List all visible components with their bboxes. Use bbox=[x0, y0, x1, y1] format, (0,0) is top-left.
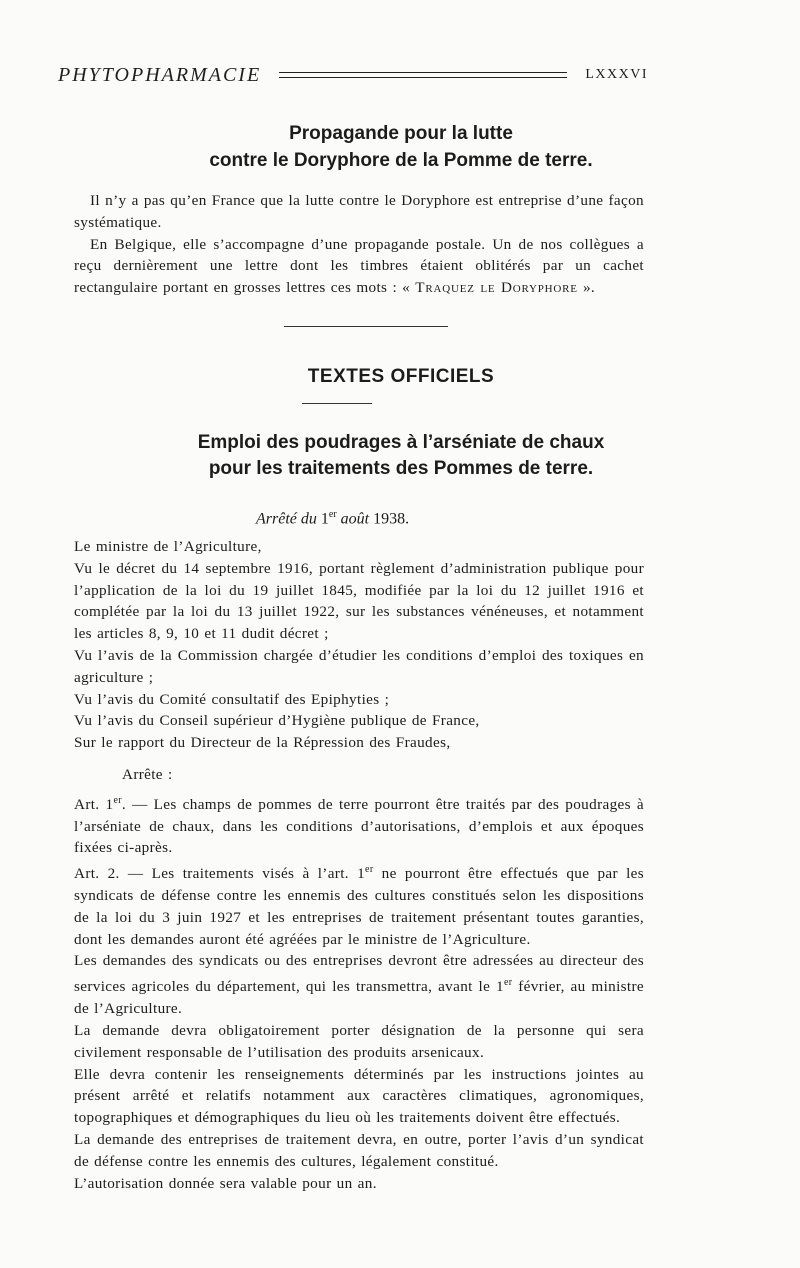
section-divider bbox=[284, 326, 448, 327]
text: ». bbox=[577, 279, 596, 297]
paragraph: Elle devra contenir les renseignements déterminés par les instructions jointes au présent arrêté et relatifs notamment aux caractères climatiques, agronomiques, topographiques et démographiques du lieu où les traitements doivent être effectués. bbox=[74, 1065, 644, 1127]
page-number: LXXXVI bbox=[585, 67, 648, 82]
title-line: pour les traitements des Pommes de terre. bbox=[208, 458, 594, 479]
article-1 bbox=[74, 790, 644, 859]
considerant-1: Vu le décret du 14 septembre 1916, portant règlement d’administration publique pour l’application de la loi du 19 juillet 1845, modifiée par la loi du 12 juillet 1916 et complétée par la loi du 13 juillet 1922, sur les substances vénéneuses, et notamment les articles 8, 9, 10 et 11 dudit décret ; bbox=[74, 559, 644, 643]
text: ne pourront être effectués que par les syndicats de défense contre les ennemis des cultures constitués selon les dispositions de la loi du 3 juin 1927 et les entreprises de traitement présentant toutes garanties, dont les demandes auront été agréées par le ministre de l’Agriculture. bbox=[74, 865, 644, 948]
ordinal-sup: er bbox=[365, 864, 374, 876]
text: En Belgique, elle s’accompagne d’une propagande postale. Un de nos collègues a reçu dernièrement une lettre dont les timbres étaient oblitérés par un cachet rectangulaire portant en grosses lettres ces mots : « bbox=[74, 235, 644, 297]
sur-le-rapport: Sur le rapport du Directeur de la Répression des Fraudes, bbox=[74, 734, 451, 752]
text: février, au ministre de l’Agriculture. bbox=[74, 978, 644, 1018]
small-caps-text: Traquez le Doryphore bbox=[415, 279, 578, 297]
section-title-propagande bbox=[58, 120, 744, 174]
decree-date bbox=[256, 509, 409, 528]
running-header bbox=[58, 62, 648, 88]
date-year: 1938. bbox=[373, 510, 410, 528]
considerant-3: Vu l’avis du Comité consultatif des Epiphyties ; bbox=[74, 690, 390, 708]
journal-title: PHYTOPHARMACIE bbox=[58, 63, 262, 86]
ordinal-sup: er bbox=[113, 794, 122, 806]
section-title-textes-officiels: TEXTES OFFICIELS bbox=[307, 366, 495, 387]
text: Art. 1 bbox=[74, 795, 114, 813]
date-day: 1 bbox=[320, 510, 329, 528]
paragraph: Il n’y a pas qu’en France que la lutte contre le Doryphore est entreprise d’une façon systématique. bbox=[74, 192, 644, 231]
text: Les demandes des syndicats ou des entreprises devront être adressées au directeur des services agricoles du département, qui les transmettra, avant le 1 bbox=[74, 952, 644, 996]
date-prefix: Arrêté du bbox=[256, 510, 317, 528]
minister-line: Le ministre de l’Agriculture, bbox=[74, 538, 262, 555]
propagande-body bbox=[74, 190, 644, 299]
title-line: Emploi des poudrages à l’arséniate de chaux bbox=[197, 432, 605, 453]
ordinal-sup: er bbox=[503, 977, 513, 989]
paragraph: La demande devra obligatoirement porter désignation de la personne qui sera civilement responsable de l’utilisation des produits arsenicaux. bbox=[74, 1021, 644, 1061]
considerant-2: Vu l’avis de la Commission chargée d’étudier les conditions d’emploi des toxiques en agriculture ; bbox=[74, 646, 644, 686]
paragraph: La demande des entreprises de traitement devra, en outre, porter l’avis d’un syndicat de défense contre les ennemis des cultures, légalement constitué. bbox=[74, 1130, 644, 1170]
article-2 bbox=[74, 859, 644, 950]
paragraph bbox=[74, 950, 644, 1019]
title-line: contre le Doryphore de la Pomme de terre. bbox=[209, 150, 593, 171]
title-line: Propagande pour la lutte bbox=[289, 123, 513, 144]
date-month: août bbox=[340, 510, 370, 528]
text: . — Les champs de pommes de terre pourront être traités par des poudrages à l’arséniate de chaux, dans les conditions d’autorisations, d’emplois et aux époques fixées ci-après. bbox=[74, 795, 644, 857]
paragraph: L’autorisation donnée sera valable pour un an. bbox=[74, 1174, 377, 1192]
considerant-4: Vu l’avis du Conseil supérieur d’Hygiène publique de France, bbox=[74, 712, 480, 730]
section-title-emploi bbox=[58, 430, 744, 482]
ordinal-sup: er bbox=[328, 509, 337, 520]
decree-body bbox=[74, 536, 644, 1194]
text: Art. 2. — Les traitements visés à l’art. 1 bbox=[74, 865, 366, 883]
title-underline bbox=[302, 403, 372, 404]
header-double-rule bbox=[279, 72, 567, 78]
paragraph bbox=[74, 234, 644, 299]
arrete-heading: Arrête : bbox=[122, 765, 173, 783]
